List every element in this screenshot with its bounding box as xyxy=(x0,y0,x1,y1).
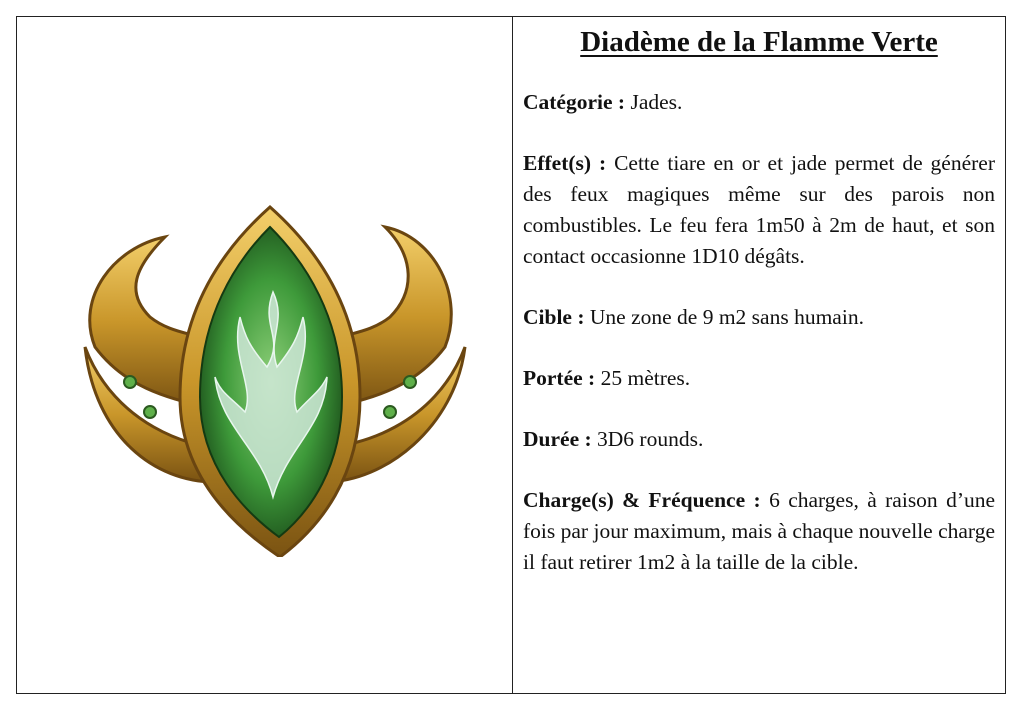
description-cell xyxy=(513,17,1005,693)
field-value: Une zone de 9 m2 sans humain. xyxy=(589,305,864,329)
item-card xyxy=(16,16,1006,694)
field-effects xyxy=(523,148,995,272)
field-label: Portée : xyxy=(523,366,596,390)
field-range xyxy=(523,363,995,394)
tiara-illustration-icon xyxy=(55,197,485,557)
field-charges-frequency xyxy=(523,485,995,578)
field-value: Cette tiare en or et jade permet de générer des feux magiques même sur des parois non combustibles. Le feu fera 1m50 à 2m de haut, et son contact occasionne 1D10 dégâts. xyxy=(523,151,996,268)
field-category xyxy=(523,87,995,118)
image-cell xyxy=(17,17,513,693)
field-label: Catégorie : xyxy=(523,90,626,114)
item-title: Diadème de la Flamme Verte xyxy=(580,26,938,58)
field-value: 3D6 rounds. xyxy=(597,427,704,451)
field-target xyxy=(523,302,995,333)
field-value: 25 mètres. xyxy=(600,366,691,390)
field-label: Effet(s) : xyxy=(523,151,607,175)
field-label: Durée : xyxy=(523,427,592,451)
field-label: Cible : xyxy=(523,305,585,329)
field-label: Charge(s) & Fréquence : xyxy=(523,488,761,512)
field-value: Jades. xyxy=(630,90,683,114)
field-value: 6 charges, à raison d’une fois par jour maximum, mais à chaque nouvelle charge il faut retirer 1m2 à la taille de la cible. xyxy=(523,488,996,574)
field-duration xyxy=(523,424,995,455)
